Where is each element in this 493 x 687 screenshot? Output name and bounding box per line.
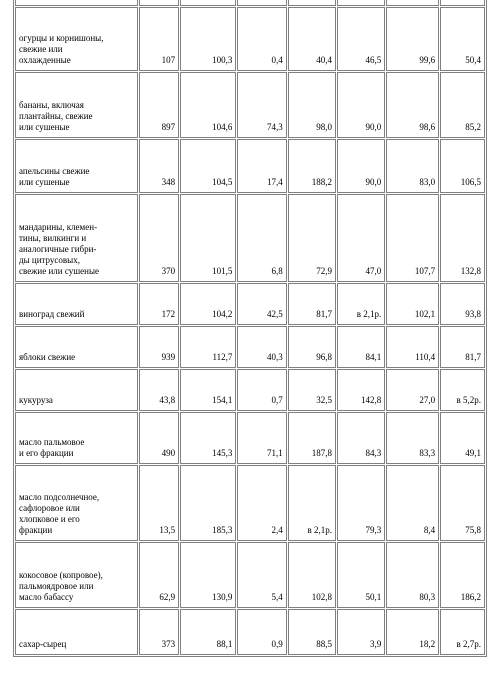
cell-value: 0,4 (237, 7, 286, 71)
cell-value: 348 (139, 139, 179, 193)
table-row (15, 194, 485, 282)
cell-value: 154,1 (180, 369, 236, 411)
cell-value: 373 (139, 609, 179, 655)
cell-value: 145,3 (180, 412, 236, 464)
cell-value: 110,4 (386, 326, 439, 368)
cell-value: 90,0 (337, 139, 385, 193)
cell-value: 80,3 (386, 542, 439, 608)
cell-value: 99,6 (386, 7, 439, 71)
table-row (15, 0, 485, 6)
cell-value: 186,2 (440, 542, 485, 608)
cell-value: 172 (139, 283, 179, 325)
cell-value: 6,8 (237, 194, 286, 282)
table-row (15, 7, 485, 71)
commodity-name: кокосовое (копровое), пальмоядровое или масло бабассу (15, 542, 138, 608)
cell-value: 98,0 (288, 72, 336, 138)
cell-value: 897 (139, 72, 179, 138)
cell-value: 84,1 (337, 326, 385, 368)
commodity-name: мандарины, клемен- тины, вилкинги и аналогичные гибри- ды цитрусовых, свежие или сушеные (15, 194, 138, 282)
cell-value: 49,1 (440, 412, 485, 464)
statistics-table-container (13, 0, 487, 657)
table-row (15, 326, 485, 368)
commodity-name: сахар-сырец (15, 609, 138, 655)
table-body (15, 0, 485, 655)
cell-value: 0,7 (237, 369, 286, 411)
cell-value: 62,9 (139, 542, 179, 608)
cell-value: 142,8 (337, 369, 385, 411)
commodity-name: кукуруза (15, 369, 138, 411)
cell-value: 46,5 (337, 7, 385, 71)
cell-value: 32,5 (288, 369, 336, 411)
cell-value: в 2,1р. (337, 283, 385, 325)
cell-value: 40,3 (237, 326, 286, 368)
cell-value: 185,3 (180, 465, 236, 541)
cell-value: 8,4 (386, 465, 439, 541)
commodity-name: яблоки свежие (15, 326, 138, 368)
cell-value: 107 (139, 7, 179, 71)
commodity-name: масло пальмовое и его фракции (15, 412, 138, 464)
cell-value: 187,8 (288, 412, 336, 464)
table-row (15, 369, 485, 411)
cell-value: 104,6 (180, 72, 236, 138)
commodity-statistics-table (13, 0, 487, 657)
cell-value: 81,7 (440, 326, 485, 368)
table-row (15, 609, 485, 655)
cell-value: 100,3 (180, 7, 236, 71)
cell-value: 27,0 (386, 369, 439, 411)
commodity-name: бананы, включая плантайны, свежие или сушеные (15, 72, 138, 138)
cell-value: 84,3 (337, 412, 385, 464)
commodity-name: огурцы и корнишоны, свежие или охлажденные (15, 7, 138, 71)
cell-value: 3,9 (337, 609, 385, 655)
commodity-name: виноград свежий (15, 283, 138, 325)
table-row (15, 412, 485, 464)
cell-value: в 5,2р. (440, 369, 485, 411)
commodity-name: апельсины свежие или сушеные (15, 139, 138, 193)
table-row (15, 139, 485, 193)
cell-value: в 2,1р. (288, 465, 336, 541)
cell-value (139, 0, 179, 6)
table-row (15, 72, 485, 138)
cell-value: 79,3 (337, 465, 385, 541)
cell-value: 101,5 (180, 194, 236, 282)
cell-value: 17,4 (237, 139, 286, 193)
cell-value: 40,4 (288, 7, 336, 71)
cell-value: 47,0 (337, 194, 385, 282)
cell-value: 96,8 (288, 326, 336, 368)
cell-value (237, 0, 286, 6)
cell-value (180, 0, 236, 6)
table-row (15, 542, 485, 608)
cell-value: 88,1 (180, 609, 236, 655)
cell-value: 106,5 (440, 139, 485, 193)
cell-value: 90,0 (337, 72, 385, 138)
commodity-name: масло подсолнечное, сафлоровое или хлопковое и его фракции (15, 465, 138, 541)
cell-value: 132,8 (440, 194, 485, 282)
cell-value: 50,1 (337, 542, 385, 608)
cell-value: 83,3 (386, 412, 439, 464)
cell-value: в 2,7р. (440, 609, 485, 655)
cell-value: 74,3 (237, 72, 286, 138)
cell-value (440, 0, 485, 6)
cell-value: 102,1 (386, 283, 439, 325)
cell-value: 85,2 (440, 72, 485, 138)
commodity-name (15, 0, 138, 6)
cell-value (288, 0, 336, 6)
cell-value: 81,7 (288, 283, 336, 325)
cell-value: 72,9 (288, 194, 336, 282)
cell-value: 104,5 (180, 139, 236, 193)
cell-value: 42,5 (237, 283, 286, 325)
cell-value: 112,7 (180, 326, 236, 368)
cell-value (386, 0, 439, 6)
cell-value: 104,2 (180, 283, 236, 325)
cell-value (337, 0, 385, 6)
cell-value: 0,9 (237, 609, 286, 655)
cell-value: 939 (139, 326, 179, 368)
cell-value: 107,7 (386, 194, 439, 282)
cell-value: 18,2 (386, 609, 439, 655)
cell-value: 188,2 (288, 139, 336, 193)
cell-value: 71,1 (237, 412, 286, 464)
cell-value: 5,4 (237, 542, 286, 608)
cell-value: 75,8 (440, 465, 485, 541)
cell-value: 98,6 (386, 72, 439, 138)
cell-value: 93,8 (440, 283, 485, 325)
cell-value: 50,4 (440, 7, 485, 71)
cell-value: 2,4 (237, 465, 286, 541)
table-row (15, 283, 485, 325)
cell-value: 13,5 (139, 465, 179, 541)
cell-value: 130,9 (180, 542, 236, 608)
cell-value: 43,8 (139, 369, 179, 411)
cell-value: 370 (139, 194, 179, 282)
cell-value: 88,5 (288, 609, 336, 655)
cell-value: 490 (139, 412, 179, 464)
table-row (15, 465, 485, 541)
cell-value: 102,8 (288, 542, 336, 608)
cell-value: 83,0 (386, 139, 439, 193)
